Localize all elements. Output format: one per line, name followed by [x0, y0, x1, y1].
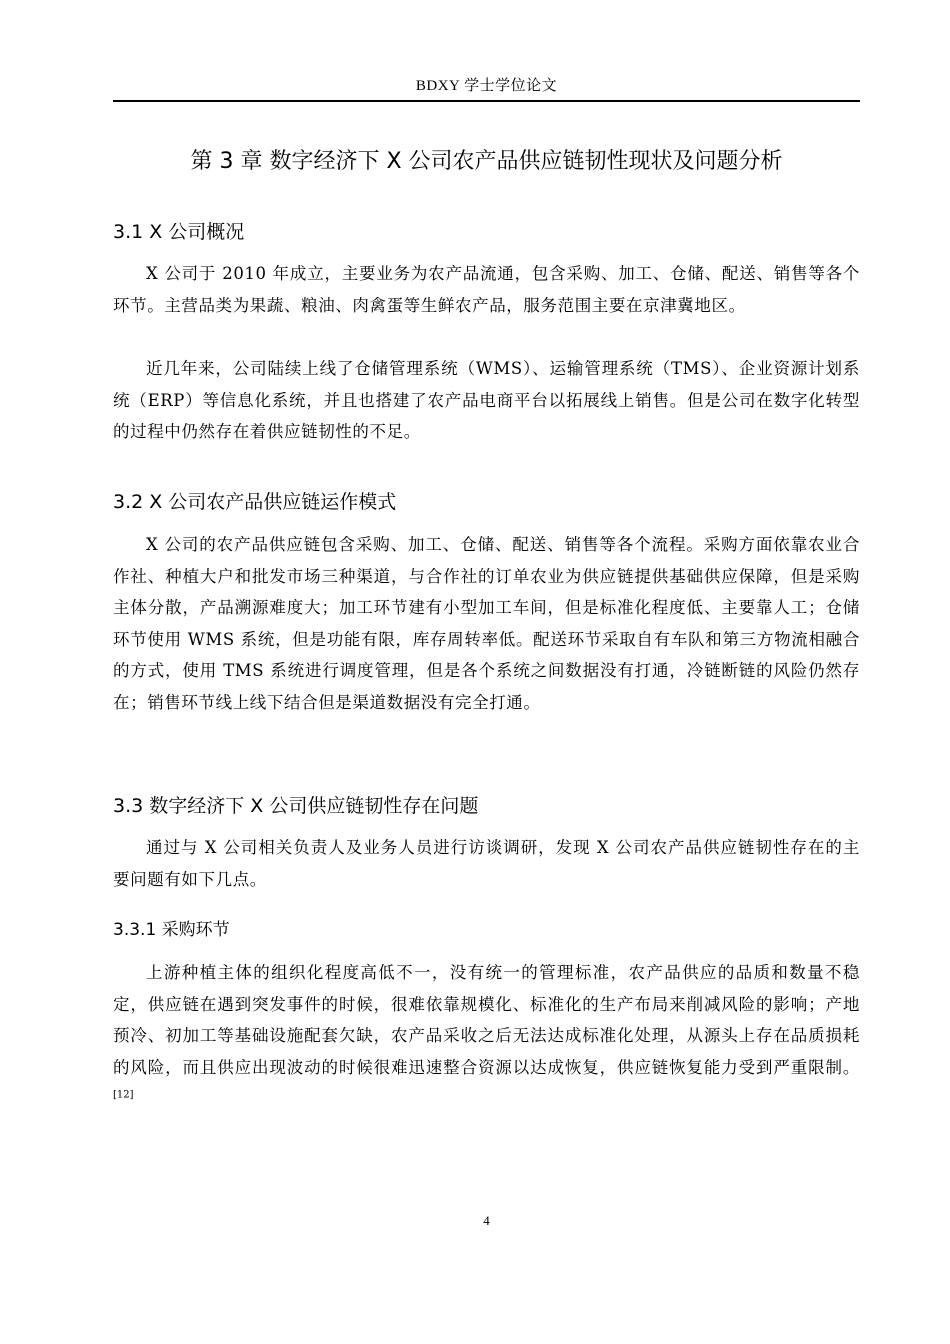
- section-heading-3-2: 3.2 X 公司农产品供应链运作模式: [113, 491, 397, 513]
- paragraph-3-1-a: X 公司于 2010 年成立，主要业务为农产品流通，包含采购、加工、仓储、配送、销售等各个环节。主营品类为果蔬、粮油、肉禽蛋等生鲜农产品，服务范围主要在京津冀地区。: [113, 264, 860, 315]
- paragraph-3-1-b: 近几年来，公司陆续上线了仓储管理系统（WMS）、运输管理系统（TMS）、企业资源计划系统（ERP）等信息化系统，并且也搭建了农产品电商平台以拓展线上销售。但是公司在数字化转型的过程中仍然存在着供应链韧性的不足。: [113, 359, 860, 441]
- header-rule: [113, 100, 860, 102]
- subsection-heading-3-3-1: 3.3.1 采购环节: [113, 920, 230, 940]
- running-header: BDXY 学士学位论文: [415, 78, 558, 94]
- paragraph-3-3-1: [113, 957, 860, 1115]
- chapter-title: 第 3 章 数字经济下 X 公司农产品供应链韧性现状及问题分析: [190, 149, 783, 174]
- citation-reference[interactable]: [12]: [113, 1089, 134, 1101]
- section-heading-3-3: 3.3 数字经济下 X 公司供应链韧性存在问题: [113, 795, 479, 817]
- paragraph-3-2: X 公司的农产品供应链包含采购、加工、仓储、配送、销售等各个流程。采购方面依靠农业合作社、种植大户和批发市场三种渠道，与合作社的订单农业为供应链提供基础供应保障，但是采购主体分散，产品溯源难度大；加工环节建有小型加工车间，但是标准化程度低、主要靠人工；仓储环节使用 WMS 系统，但是功能有限，库存周转率低。配送环节采取自有车队和第三方物流相融合的方式，使用 TMS 系统进行调度管理，但是各个系统之间数据没有打通，冷链断链的风险仍然存在；销售环节线上线下结合但是渠道数据没有完全打通。: [113, 535, 860, 712]
- section-heading-3-1: 3.1 X 公司概况: [113, 221, 245, 243]
- paragraph-3-3: 通过与 X 公司相关负责人及业务人员进行访谈调研，发现 X 公司农产品供应链韧性存在的主要问题有如下几点。: [113, 838, 860, 889]
- page-number: 4: [483, 1213, 490, 1228]
- paragraph-3-3-1-text: 上游种植主体的组织化程度高低不一，没有统一的管理标准，农产品供应的品质和数量不稳定，供应链在遇到突发事件的时候，很难依靠规模化、标准化的生产布局来削减风险的影响；产地预冷、初加工等基础设施配套欠缺，农产品采收之后无法达成标准化处理，从源头上存在品质损耗的风险，而且供应出现波动的时候很难迅速整合资源以达成恢复，供应链恢复能力受到严重限制。: [113, 963, 860, 1077]
